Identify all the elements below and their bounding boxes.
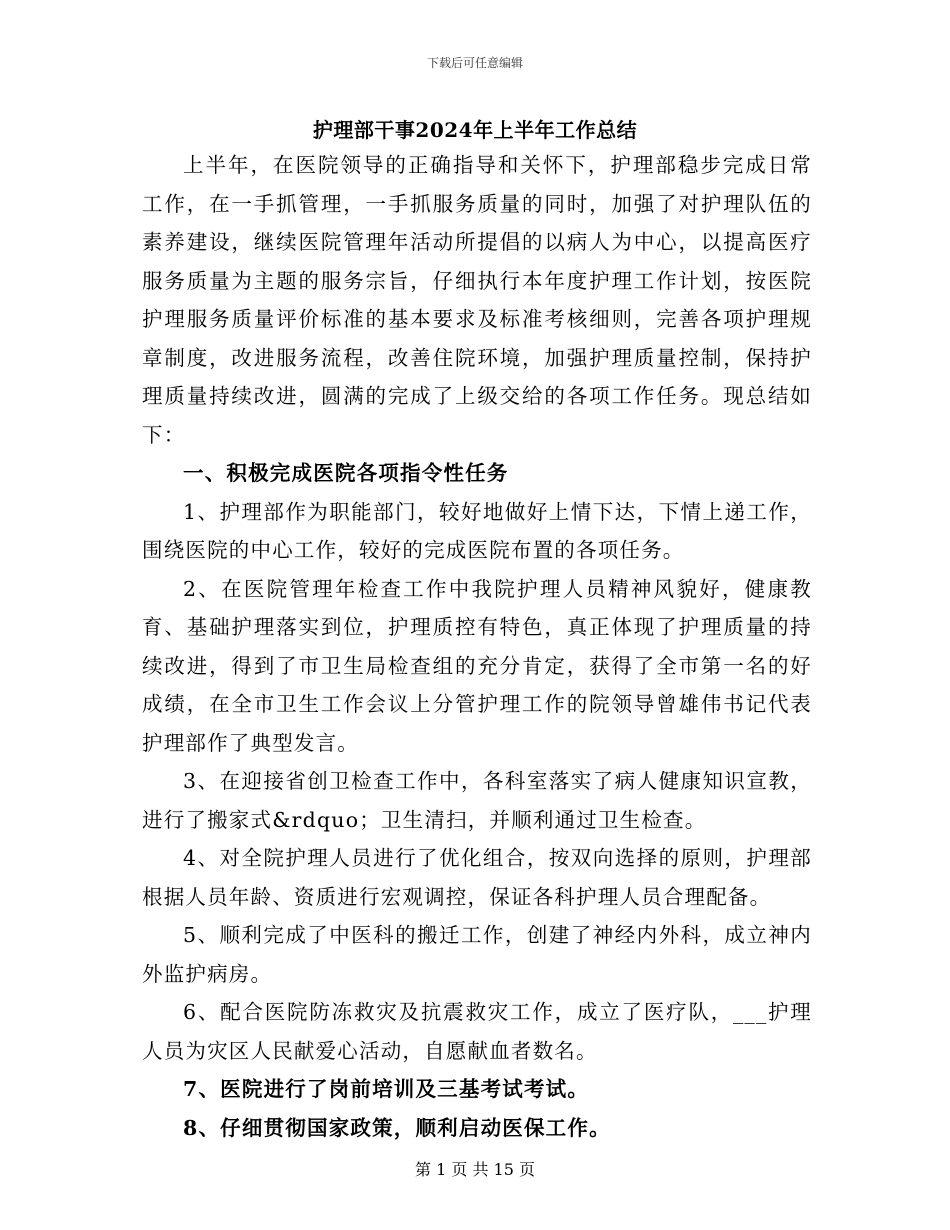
intro-paragraph: 上半年，在医院领导的正确指导和关怀下，护理部稳步完成日常工作，在一手抓管理，一手抓服务质量的同时，加强了对护理队伍的素养建设，继续医院管理年活动所提倡的以病人为中心，以提高医疗服务质量为主题的服务宗旨，仔细执行本年度护理工作计划，按医院护理服务质量评价标准的基本要求及标准考核细则，完善各项护理规章制度，改进服务流程，改善住院环境，加强护理质量控制，保持护理质量持续改进，圆满的完成了上级交给的各项工作任务。现总结如下： (142, 153, 812, 447)
document-title: 护理部干事2024年上半年工作总结 (312, 118, 638, 142)
list-item: 2、在医院管理年检查工作中我院护理人员精神风貌好，健康教育、基础护理落实到位，护理质控有特色，真正体现了护理质量的持续改进，得到了市卫生局检查组的充分肯定，获得了全市第一名的好成绩，在全市卫生工作会议上分管护理工作的院领导曾雄伟书记代表护理部作了典型发言。 (142, 576, 812, 755)
section-heading: 一、积极完成医院各项指令性任务 (183, 461, 509, 485)
header-note: 下载后可任意编辑 (426, 56, 523, 70)
document-body (142, 146, 812, 1147)
list-item: 5、顺利完成了中医科的搬迁工作，创建了神经内外科，成立神内外监护病房。 (142, 923, 812, 986)
page-number: 第 1 页 共 15 页 (415, 1160, 535, 1179)
list-item: 7、医院进行了岗前培训及三基考试考试。 (183, 1077, 590, 1101)
list-item: 3、在迎接省创卫检查工作中，各科室落实了病人健康知识宣教，进行了搬家式&rdquo；卫生清扫，并顺利通过卫生检查。 (142, 769, 812, 832)
list-item: 8、仔细贯彻国家政策，顺利启动医保工作。 (183, 1115, 611, 1140)
list-item: 6、配合医院防冻救灾及抗震救灾工作，成立了医疗队，___护理人员为灾区人民献爱心活动，自愿献血者数名。 (142, 1000, 812, 1063)
list-item: 4、对全院护理人员进行了优化组合，按双向选择的原则，护理部根据人员年龄、资质进行宏观调控，保证各科护理人员合理配备。 (142, 846, 812, 909)
list-item: 1、护理部作为职能部门，较好地做好上情下达，下情上递工作，围绕医院的中心工作，较好的完成医院布置的各项任务。 (142, 499, 812, 562)
